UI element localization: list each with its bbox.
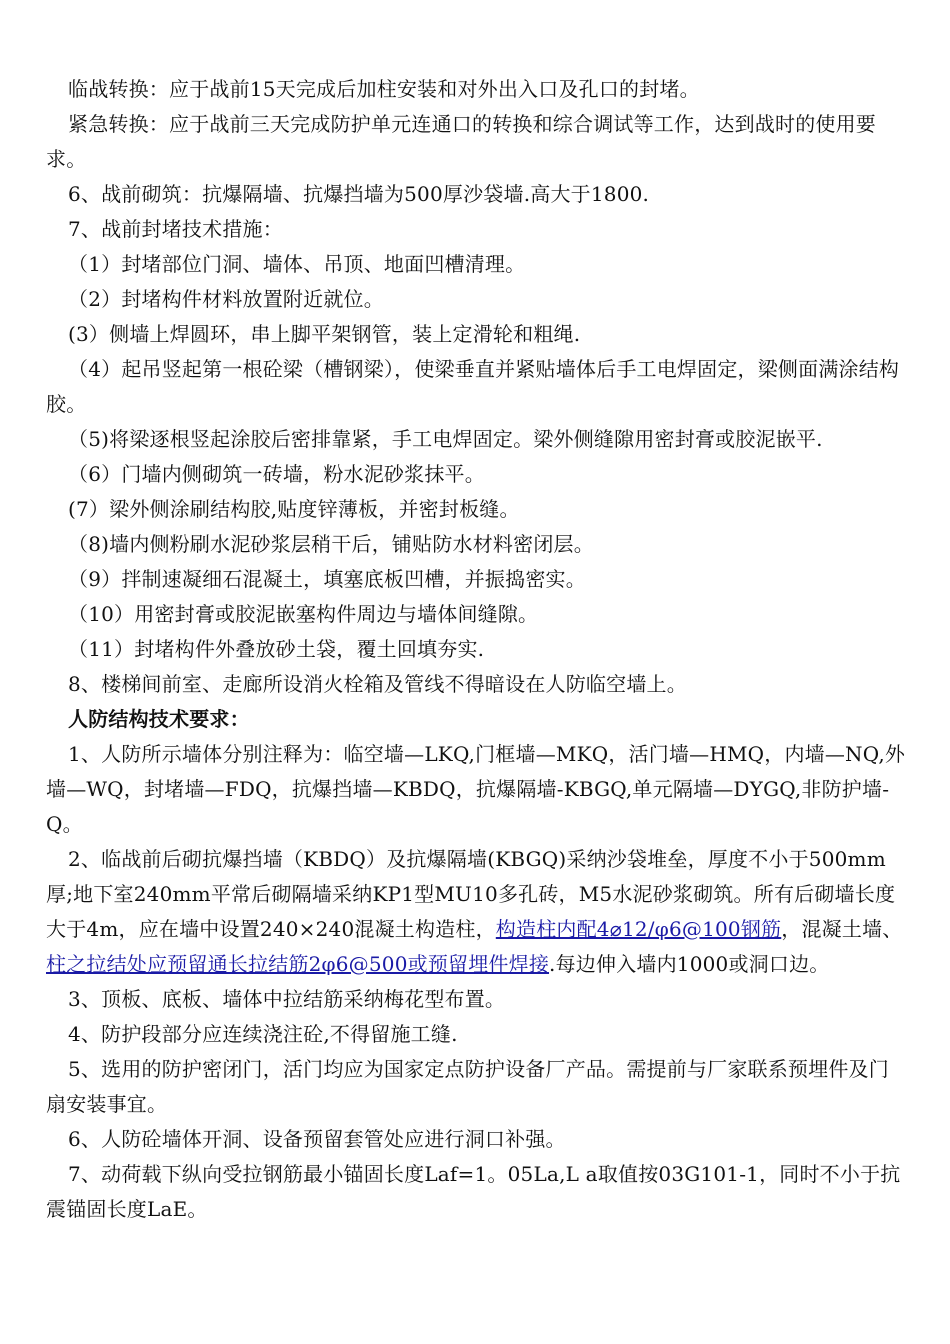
paragraph-step-1: （1）封堵部位门洞、墙体、吊顶、地面凹槽清理。 xyxy=(68,252,526,276)
paragraph-item-6: 6、战前砌筑：抗爆隔墙、抗爆挡墙为500厚沙袋墙.高大于1800. xyxy=(68,182,650,206)
requirement-2 xyxy=(46,842,906,982)
requirement-2-text-b: ，混凝土墙、 xyxy=(781,917,903,941)
paragraph-item-7: 7、战前封堵技术措施： xyxy=(68,217,283,241)
paragraph-step-4: （4）起吊竖起第一根砼梁（槽钢梁），使梁垂直并紧贴墙体后手工电焊固定，梁侧面满涂结构胶。 xyxy=(46,357,900,416)
requirement-1: 1、人防所示墙体分别注释为：临空墙—LKQ,门框墙—MKQ，活门墙—HMQ，内墙—NQ,外墙—WQ，封堵墙—FDQ，抗爆挡墙—KBDQ，抗爆隔墙-KBGQ,单元隔墙—DYGQ,非防护墙-Q。 xyxy=(46,742,906,836)
paragraph-step-2: （2）封堵构件材料放置附近就位。 xyxy=(68,287,384,311)
requirement-4: 4、防护段部分应连续浇注砼,不得留施工缝. xyxy=(68,1022,458,1046)
paragraph-step-11: （11）封堵构件外叠放砂土袋，覆土回填夯实. xyxy=(68,637,485,661)
paragraph-step-9: （9）拌制速凝细石混凝土，填塞底板凹槽，并振捣密实。 xyxy=(68,567,586,591)
link-tie-bars[interactable]: 柱之拉结处应预留通长拉结筋2φ6@500或预留埋件焊接 xyxy=(46,952,550,976)
link-column-reinforcement[interactable]: 构造柱内配4⌀12/φ6@100钢筋 xyxy=(495,917,782,941)
section-heading: 人防结构技术要求： xyxy=(68,707,250,731)
paragraph-emergency-conversion: 紧急转换：应于战前三天完成防护单元连通口的转换和综合调试等工作，达到战时的使用要求。 xyxy=(46,112,876,171)
paragraph-step-10: （10）用密封膏或胶泥嵌塞构件周边与墙体间缝隙。 xyxy=(68,602,539,626)
requirement-2-text-c: .每边伸入墙内1000或洞口边。 xyxy=(549,952,830,976)
requirement-7: 7、动荷载下纵向受拉钢筋最小锚固长度Laf=1。05La,L a取值按03G101-1，同时不小于抗震锚固长度LaE。 xyxy=(46,1162,901,1221)
paragraph-wartime-conversion: 临战转换：应于战前15天完成后加柱安装和对外出入口及孔口的封堵。 xyxy=(68,77,700,101)
paragraph-step-6: （6）门墙内侧砌筑一砖墙，粉水泥砂浆抹平。 xyxy=(68,462,485,486)
paragraph-step-3: (3）侧墙上焊圆环，串上脚平架钢管，装上定滑轮和粗绳. xyxy=(68,322,581,346)
requirement-3: 3、顶板、底板、墙体中拉结筋采纳梅花型布置。 xyxy=(68,987,506,1011)
paragraph-step-5: （5)将梁逐根竖起涂胶后密排靠紧，手工电焊固定。梁外侧缝隙用密封膏或胶泥嵌平. xyxy=(68,427,823,451)
paragraph-item-8: 8、楼梯间前室、走廊所设消火栓箱及管线不得暗设在人防临空墙上。 xyxy=(68,672,687,696)
requirement-5: 5、选用的防护密闭门，活门均应为国家定点防护设备厂产品。需提前与厂家联系预埋件及门扇安装事宜。 xyxy=(46,1057,889,1116)
paragraph-step-7: (7）梁外侧涂刷结构胶,贴度锌薄板，并密封板缝。 xyxy=(68,497,520,521)
paragraph-step-8: （8)墙内侧粉刷水泥砂浆层稍干后，铺贴防水材料密闭层。 xyxy=(68,532,594,556)
requirement-6: 6、人防砼墙体开洞、设备预留套管处应进行洞口补强。 xyxy=(68,1127,566,1151)
requirement-2-text-a: 2、临战前后砌抗爆挡墙（KBDQ）及抗爆隔墙(KBGQ)采纳沙袋堆垒，厚度不小于500mm厚;地下室240mm平常后砌隔墙采纳KP1型MU10多孔砖，M5水泥砂浆砌筑。所有后砌墙长度大于4m，应在墙中设置240×240混凝土构造柱， xyxy=(46,847,896,941)
